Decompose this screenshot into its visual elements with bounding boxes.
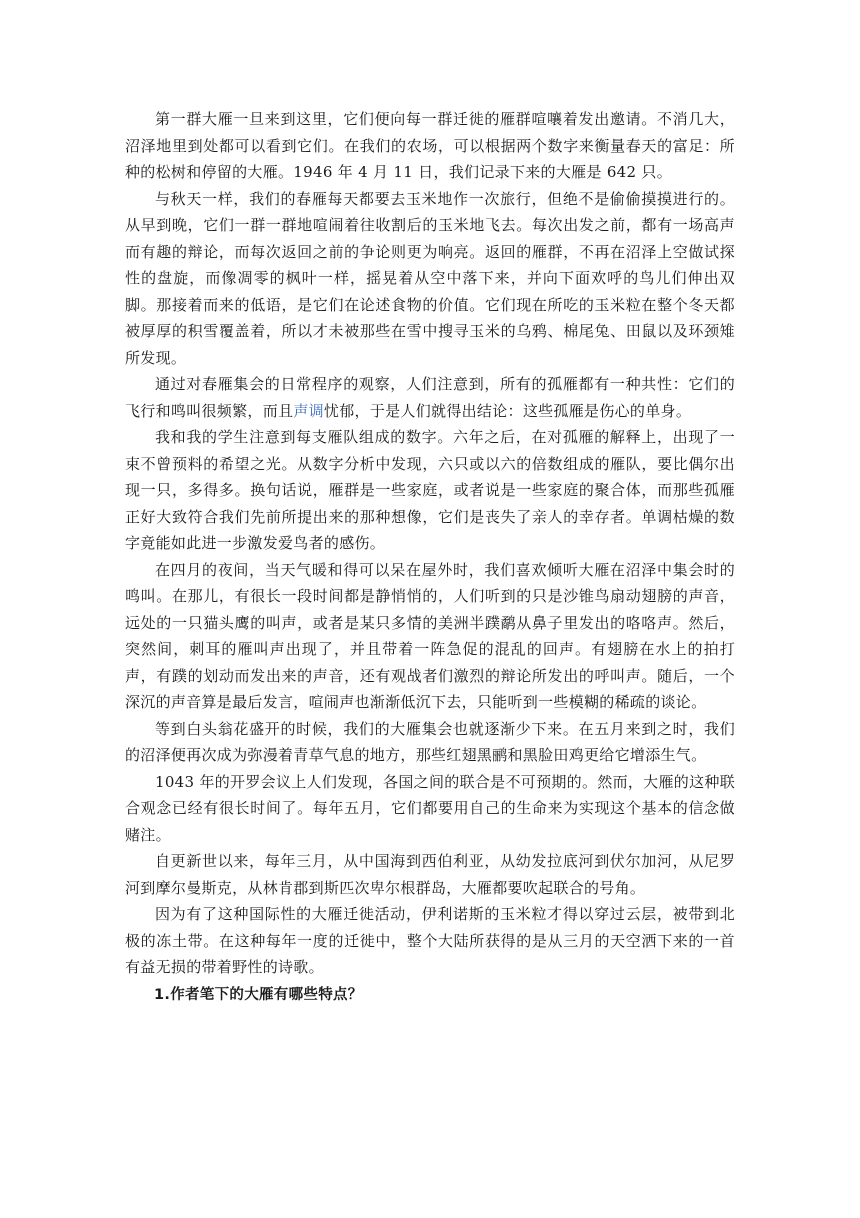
document-body [125,106,735,1008]
paragraph-7: 1043 年的开罗会议上人们发现，各国之间的联合是不可预期的。然而，大雁的这种联合观念已经有很长时间了。每年五月，它们都要用自己的生命来为实现这个基本的信念做赌注。 [125,772,735,844]
paragraph-3-text-after: 忧郁，于是人们就得出结论：这些孤雁是伤心的单身。 [323,401,692,420]
paragraph-6: 等到白头翁花盛开的时候，我们的大雁集会也就逐渐少下来。在五月来到之时，我们的沼泽便再次成为弥漫着青草气息的地方，那些红翅黑鹂和黑脸田鸡更给它增添生气。 [125,719,735,764]
paragraph-1: 第一群大雁一旦来到这里，它们便向每一群迁徙的雁群喧嚷着发出邀请。不消几大，沼泽地里到处都可以看到它们。在我们的农场，可以根据两个数字来衡量春天的富足：所种的松树和停留的大雁。1946 年 4 月 11 日，我们记录下来的大雁是 642 只。 [125,110,735,181]
paragraph-2: 与秋天一样，我们的春雁每天都要去玉米地作一次旅行，但绝不是偷偷摸摸进行的。从早到晚，它们一群一群地喧闹着往收割后的玉米地飞去。每次出发之前，都有一场高声而有趣的辩论，而每次返回之前的争论则更为响亮。返回的雁群，不再在沼泽上空做试探性的盘旋，而像凋零的枫叶一样，摇晃着从空中落下来，并向下面欢呼的鸟儿们伸出双脚。那接着而来的低语，是它们在论述食物的价值。它们现在所吃的玉米粒在整个冬天都被厚厚的积雪覆盖着，所以才未被那些在雪中搜寻玉米的乌鸦、棉尾兔、田鼠以及环颈雉所发现。 [125,189,735,367]
paragraph-9: 因为有了这种国际性的大雁迁徙活动，伊利诺斯的玉米粒才得以穿过云层，被带到北极的冻土带。在这种每年一度的迁徙中，整个大陆所获得的是从三月的天空洒下来的一首有益无损的带着野性的诗歌。 [125,905,735,976]
paragraph-3-text-before: 通过对春雁集会的日常程序的观察，人们注意到，所有的孤雁都有一种共性：它们的飞行和鸣叫很频繁，而且 [125,375,735,420]
tone-link[interactable]: 声调 [293,401,324,420]
paragraph-8: 自更新世以来，每年三月，从中国海到西伯利亚，从幼发拉底河到伏尔加河，从尼罗河到摩尔曼斯克，从林肯郡到斯匹次卑尔根群岛，大雁都要吹起联合的号角。 [125,852,735,897]
paragraph-4: 我和我的学生注意到每支雁队组成的数字。六年之后，在对孤雁的解释上，出现了一束不曾预料的希望之光。从数字分析中发现，六只或以六的倍数组成的雁队，要比偶尔出现一只，多得多。换句话说，雁群是一些家庭，或者说是一些家庭的聚合体，而那些孤雁正好大致符合我们先前所提出来的那种想像，它们是丧失了亲人的幸存者。单调枯燥的数字竟能如此进一步激发爱鸟者的感伤。 [125,428,735,552]
question-1: 1.作者笔下的大雁有哪些特点？ [154,986,363,1003]
paragraph-3 [125,371,735,424]
paragraph-5: 在四月的夜间，当天气暖和得可以呆在屋外时，我们喜欢倾听大雁在沼泽中集会时的鸣叫。在那儿，有很长一段时间都是静悄悄的，人们听到的只是沙锥鸟扇动翅膀的声音，远处的一只猫头鹰的叫声，或者是某只多情的美洲半蹼鹬从鼻子里发出的咯咯声。然后，突然间，刺耳的雁叫声出现了，并且带着一阵急促的混乱的回声。有翅膀在水上的拍打声，有蹼的划动而发出来的声音，还有观战者们激烈的辩论所发出的呼叫声。随后，一个深沉的声音算是最后发言，喧闹声也渐渐低沉下去，只能听到一些模糊的稀疏的谈论。 [125,560,735,711]
